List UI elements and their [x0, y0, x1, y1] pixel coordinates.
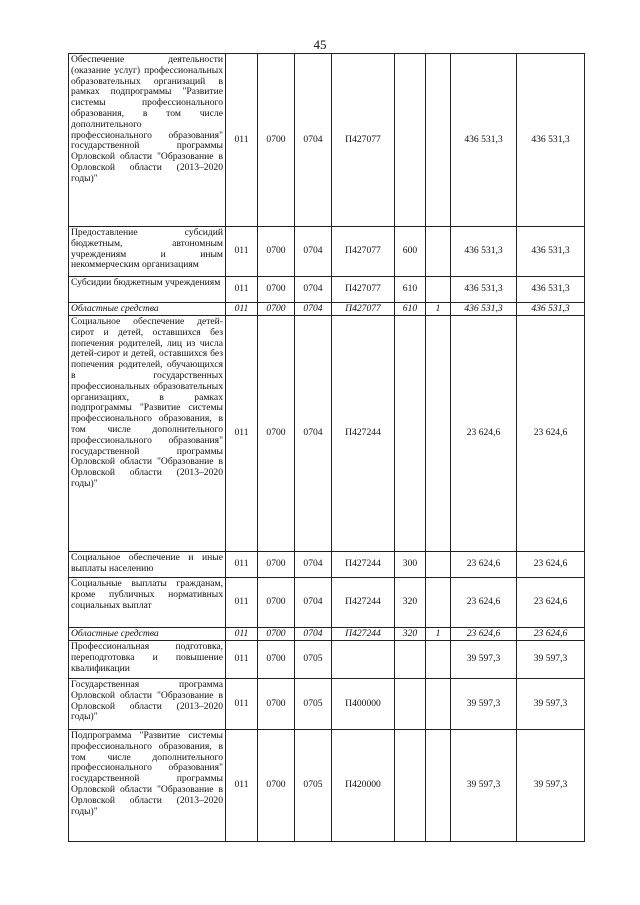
cell-subsection-code: 0704 — [295, 628, 332, 641]
cell-admin-code: 011 — [226, 227, 258, 277]
table-row — [69, 277, 585, 303]
cell-amount: 436 531,3 — [451, 303, 517, 316]
cell-amount: 39 597,3 — [451, 679, 517, 730]
cell-target-code: П427244 — [332, 628, 395, 641]
cell-amount: 23 624,6 — [451, 578, 517, 628]
page-number: 45 — [313, 37, 327, 52]
cell-amount: 39 597,3 — [451, 730, 517, 842]
cell-amount: 436 531,3 — [451, 54, 517, 227]
cell-admin-code: 011 — [226, 277, 258, 303]
cell-amount-total: 436 531,3 — [517, 277, 585, 303]
cell-expense-type — [395, 316, 426, 552]
row-description: Областные средства — [69, 303, 226, 316]
cell-amount: 436 531,3 — [451, 277, 517, 303]
cell-admin-code: 011 — [226, 641, 258, 679]
cell-target-code: П427244 — [332, 578, 395, 628]
cell-expense-type: 300 — [395, 552, 426, 578]
cell-amount-total: 23 624,6 — [517, 628, 585, 641]
cell-admin-code: 011 — [226, 578, 258, 628]
cell-amount-total: 39 597,3 — [517, 730, 585, 842]
cell-subsection-code: 0704 — [295, 316, 332, 552]
table-row — [69, 552, 585, 578]
row-description: Подпрограмма "Развитие системы профессионального образования, в том числе дополнительного профессионального образования" государственной программы Орловской области "Образование в Орловской области (2013–2020 годы)" — [69, 730, 226, 842]
cell-amount-total: 436 531,3 — [517, 303, 585, 316]
cell-amount-total: 39 597,3 — [517, 679, 585, 730]
cell-amount: 23 624,6 — [451, 316, 517, 552]
cell-source-code — [426, 316, 451, 552]
cell-target-code: П427077 — [332, 227, 395, 277]
cell-expense-type: 610 — [395, 277, 426, 303]
cell-source-code — [426, 54, 451, 227]
row-description: Обеспечение деятельности (оказание услуг) профессиональных образовательных организаций в рамках подпрограммы "Развитие системы профессионального образования, в том числе дополнительного профессионального образования" государственной программы Орловской области "Образование в Орловской области (2013–2020 годы)" — [69, 54, 226, 227]
table-row — [69, 641, 585, 679]
cell-expense-type — [395, 641, 426, 679]
cell-expense-type — [395, 679, 426, 730]
cell-subsection-code: 0705 — [295, 679, 332, 730]
row-description: Областные средства — [69, 628, 226, 641]
cell-amount-total: 23 624,6 — [517, 316, 585, 552]
cell-subsection-code: 0705 — [295, 641, 332, 679]
cell-section-code: 0700 — [258, 54, 295, 227]
table-row — [69, 578, 585, 628]
cell-expense-type — [395, 730, 426, 842]
cell-amount-total: 23 624,6 — [517, 552, 585, 578]
row-description: Социальные выплаты гражданам, кроме публичных нормативных социальных выплат — [69, 578, 226, 628]
table-row-regional-funds — [69, 303, 585, 316]
table-row — [69, 316, 585, 552]
cell-subsection-code: 0704 — [295, 303, 332, 316]
table-row — [69, 54, 585, 227]
cell-subsection-code: 0704 — [295, 277, 332, 303]
cell-source-code: 1 — [426, 303, 451, 316]
cell-source-code — [426, 641, 451, 679]
cell-target-code: П400000 — [332, 679, 395, 730]
cell-amount-total: 436 531,3 — [517, 227, 585, 277]
cell-source-code — [426, 552, 451, 578]
cell-subsection-code: 0704 — [295, 552, 332, 578]
cell-expense-type: 320 — [395, 578, 426, 628]
cell-section-code: 0700 — [258, 628, 295, 641]
cell-amount: 436 531,3 — [451, 227, 517, 277]
cell-admin-code: 011 — [226, 730, 258, 842]
cell-target-code: П427077 — [332, 54, 395, 227]
row-description: Социальное обеспечение и иные выплаты населению — [69, 552, 226, 578]
table-row-regional-funds — [69, 628, 585, 641]
cell-amount: 23 624,6 — [451, 552, 517, 578]
cell-amount: 39 597,3 — [451, 641, 517, 679]
table-row — [69, 227, 585, 277]
row-description: Предоставление субсидий бюджетным, автономным учреждениям и иным некоммерческим организациям — [69, 227, 226, 277]
cell-expense-type: 610 — [395, 303, 426, 316]
cell-admin-code: 011 — [226, 679, 258, 730]
cell-expense-type: 600 — [395, 227, 426, 277]
cell-expense-type — [395, 54, 426, 227]
cell-section-code: 0700 — [258, 641, 295, 679]
table-row — [69, 679, 585, 730]
cell-admin-code: 011 — [226, 316, 258, 552]
cell-admin-code: 011 — [226, 303, 258, 316]
cell-subsection-code: 0705 — [295, 730, 332, 842]
cell-subsection-code: 0704 — [295, 578, 332, 628]
cell-section-code: 0700 — [258, 277, 295, 303]
cell-target-code — [332, 641, 395, 679]
cell-section-code: 0700 — [258, 552, 295, 578]
cell-section-code: 0700 — [258, 316, 295, 552]
cell-subsection-code: 0704 — [295, 54, 332, 227]
cell-subsection-code: 0704 — [295, 227, 332, 277]
cell-admin-code: 011 — [226, 628, 258, 641]
cell-section-code: 0700 — [258, 730, 295, 842]
cell-target-code: П427077 — [332, 277, 395, 303]
cell-admin-code: 011 — [226, 552, 258, 578]
cell-source-code — [426, 227, 451, 277]
cell-amount: 23 624,6 — [451, 628, 517, 641]
cell-source-code — [426, 277, 451, 303]
cell-target-code: П427244 — [332, 552, 395, 578]
cell-section-code: 0700 — [258, 679, 295, 730]
cell-expense-type: 320 — [395, 628, 426, 641]
cell-target-code: П427244 — [332, 316, 395, 552]
cell-amount-total: 436 531,3 — [517, 54, 585, 227]
cell-source-code: 1 — [426, 628, 451, 641]
cell-source-code — [426, 679, 451, 730]
cell-target-code: П427077 — [332, 303, 395, 316]
cell-section-code: 0700 — [258, 578, 295, 628]
row-description: Профессиональная подготовка, переподготовка и повышение квалификации — [69, 641, 226, 679]
row-description: Социальное обеспечение детей-сирот и детей, оставшихся без попечения родителей, лиц из числа детей-сирот и детей, оставшихся без попечения родителей, обучающихся в государственных профессиональных образовательных организациях, в рамках подпрограммы "Развитие системы профессионального образования, в том числе дополнительного профессионального образования" государственной программы Орловской области "Образование в Орловской области (2013–2020 годы)" — [69, 316, 226, 552]
cell-target-code: П420000 — [332, 730, 395, 842]
cell-section-code: 0700 — [258, 227, 295, 277]
row-description: Государственная программа Орловской области "Образование в Орловской области (2013–2020 годы)" — [69, 679, 226, 730]
cell-amount-total: 23 624,6 — [517, 578, 585, 628]
row-description: Субсидии бюджетным учреждениям — [69, 277, 226, 303]
budget-table — [68, 53, 585, 842]
table-row — [69, 730, 585, 842]
cell-source-code — [426, 578, 451, 628]
cell-amount-total: 39 597,3 — [517, 641, 585, 679]
cell-section-code: 0700 — [258, 303, 295, 316]
cell-admin-code: 011 — [226, 54, 258, 227]
cell-source-code — [426, 730, 451, 842]
